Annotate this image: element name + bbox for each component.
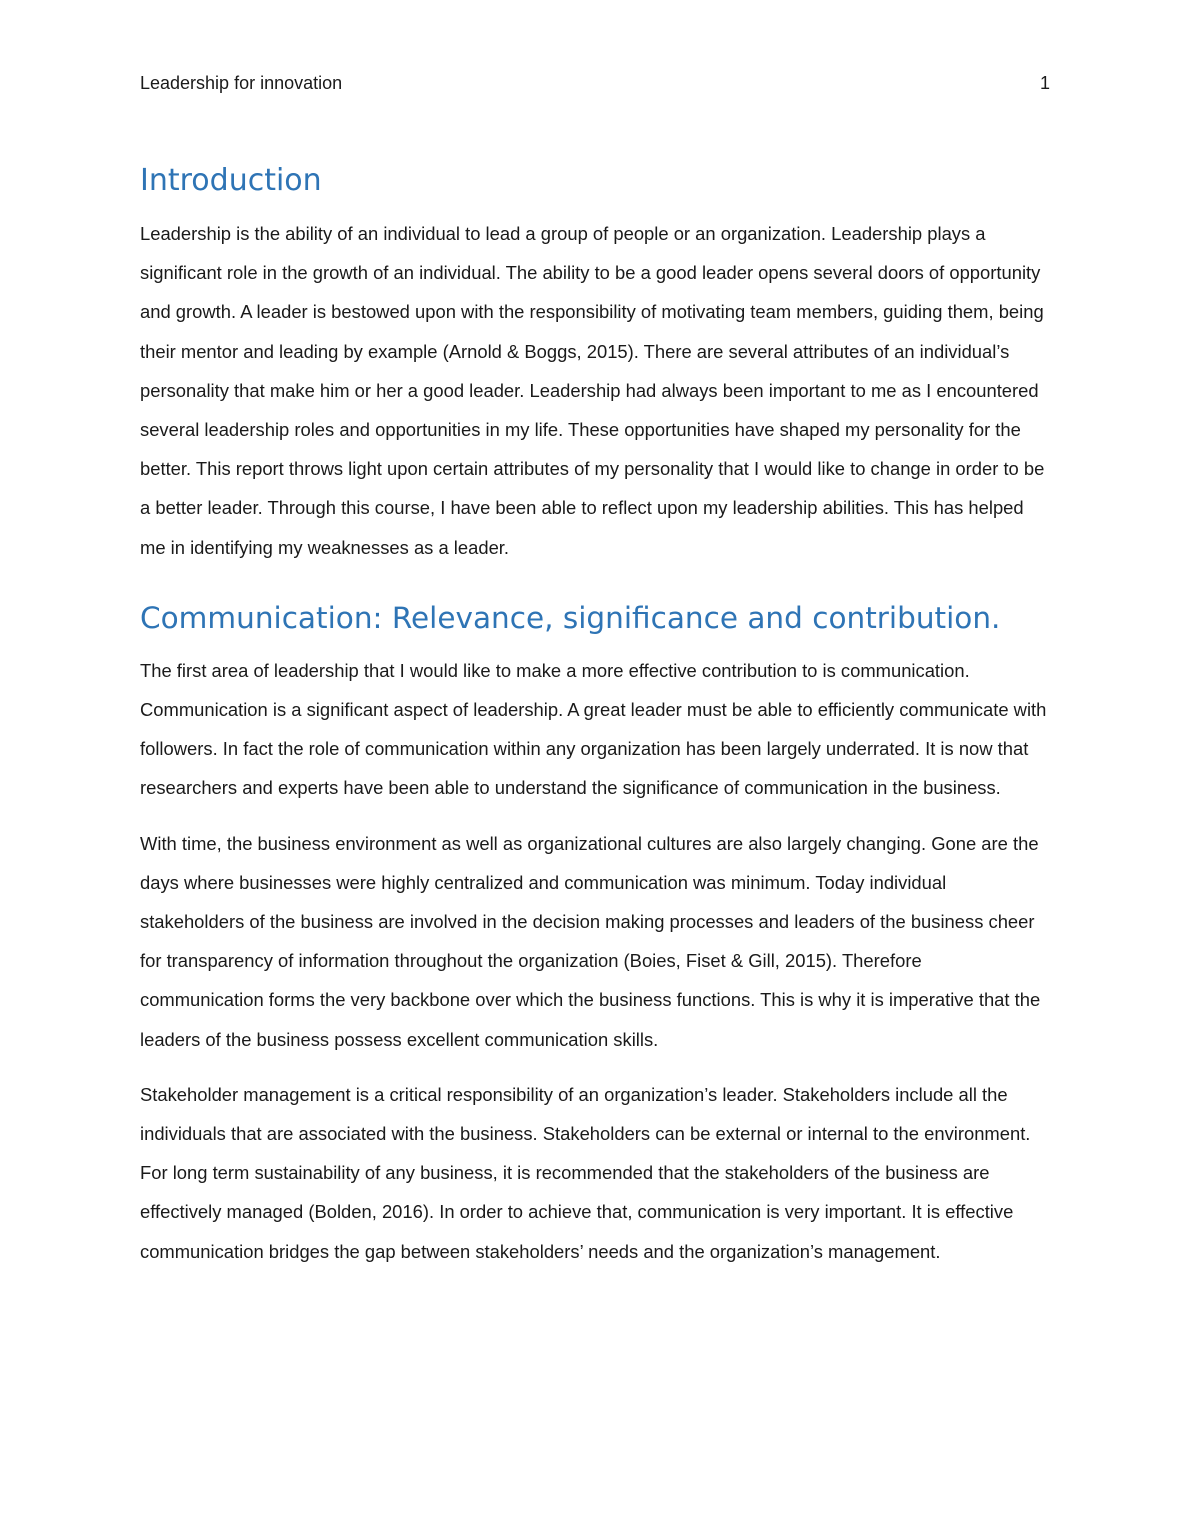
running-header	[140, 72, 1050, 96]
communication-paragraph-1: The first area of leadership that I would like to make a more effective contribution to is communication. Communication is a significant aspect of leadership. A great leader must be able to efficiently communicate with followers. In fact the role of communication within any organization has been largely underrated. It is now that researchers and experts have been able to understand the significance of communication in the business.	[140, 659, 1047, 799]
document-body	[140, 160, 1050, 1271]
page-number: 1	[1039, 73, 1050, 93]
intro-paragraph: Leadership is the ability of an individual to lead a group of people or an organization. Leadership plays a significant role in the growth of an individual. The ability to be a good leader opens several doors of opportunity and growth. A leader is bestowed upon with the responsibility of motivating team members, guiding them, being their mentor and leading by example (Arnold & Boggs, 2015). There are several attributes of an individual’s personality that make him or her a good leader. Leadership had always been important to me as I encountered several leadership roles and opportunities in my life. These opportunities have shaped my personality for the better. This report throws light upon certain attributes of my personality that I would like to change in order to be a better leader. Through this course, I have been able to reflect upon my leadership abilities. This has helped me in identifying my weaknesses as a leader.	[140, 223, 1045, 558]
running-title: Leadership for innovation	[140, 73, 343, 93]
communication-paragraph-2: With time, the business environment as well as organizational cultures are also largely changing. Gone are the days where businesses were highly centralized and communication was minimum. Today individual stakeholders of the business are involved in the decision making processes and leaders of the business cheer for transparency of information throughout the organization (Boies, Fiset & Gill, 2015). Therefore communication forms the very backbone over which the business functions. This is why it is imperative that the leaders of the business possess excellent communication skills.	[140, 832, 1041, 1050]
heading-communication: Communication: Relevance, significance and contribution.	[140, 600, 1001, 635]
communication-paragraph-3: Stakeholder management is a critical responsibility of an organization’s leader. Stakeholders include all the individuals that are associated with the business. Stakeholders can be external or internal to the environment. For long term sustainability of any business, it is recommended that the stakeholders of the business are effectively managed (Bolden, 2016). In order to achieve that, communication is very important. It is effective communication bridges the gap between stakeholders’ needs and the organization’s management.	[140, 1083, 1031, 1262]
heading-introduction: Introduction	[140, 163, 322, 198]
